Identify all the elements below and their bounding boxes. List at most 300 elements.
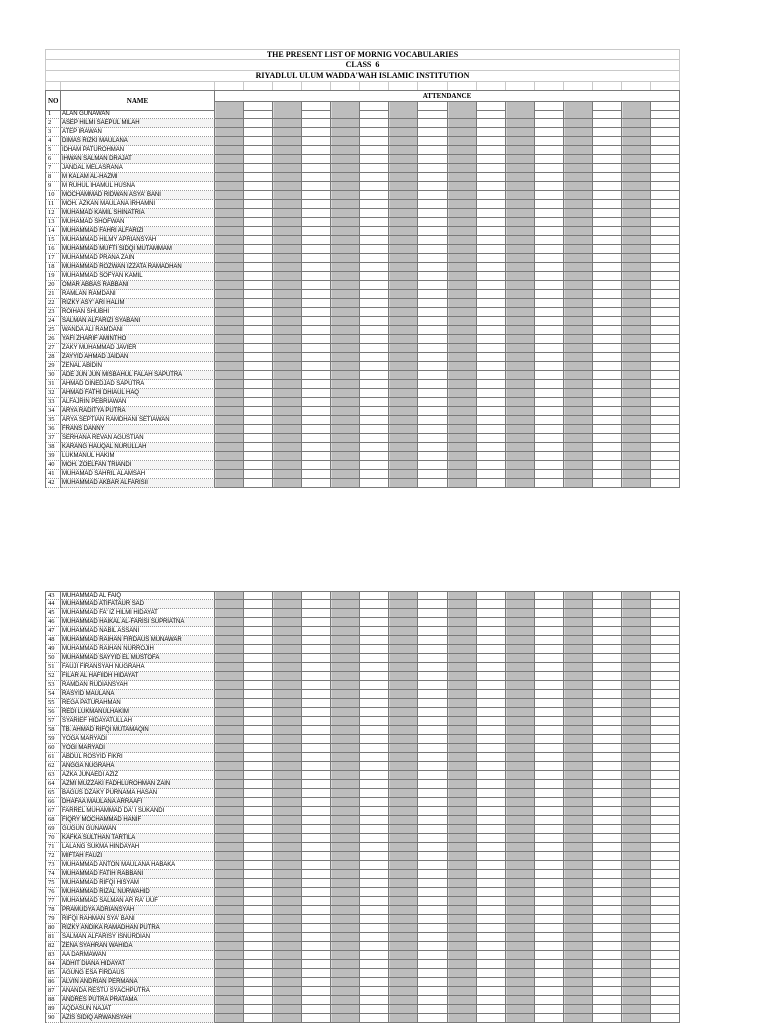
attendance-cell — [448, 591, 477, 600]
student-name: ATEP IRAWAN — [61, 128, 215, 137]
table-row — [45, 1014, 680, 1023]
attendance-cell — [418, 461, 447, 470]
attendance-cell — [244, 299, 273, 308]
attendance-cell — [593, 380, 622, 389]
attendance-cell — [273, 627, 302, 636]
attendance-cell — [622, 182, 651, 191]
attendance-cell — [506, 137, 535, 146]
attendance-cell — [331, 461, 360, 470]
attendance-cell — [360, 798, 389, 807]
attendance-cell — [244, 263, 273, 272]
attendance-cell — [477, 888, 506, 897]
attendance-cell — [389, 1005, 418, 1014]
attendance-cell — [564, 645, 593, 654]
attendance-cell — [331, 479, 360, 488]
attendance-cell — [651, 200, 680, 209]
attendance-cell — [215, 933, 244, 942]
attendance-cell — [564, 996, 593, 1005]
attendance-cell — [273, 987, 302, 996]
attendance-cell — [593, 218, 622, 227]
attendance-cell — [360, 753, 389, 762]
attendance-cell — [506, 834, 535, 843]
attendance-cell — [244, 708, 273, 717]
student-name: M KALAM AL-HAZMI — [61, 173, 215, 182]
attendance-cell — [360, 978, 389, 987]
attendance-cell — [302, 362, 331, 371]
attendance-cell — [331, 416, 360, 425]
student-name: KARANG HAUQAL NURULLAH — [61, 443, 215, 452]
attendance-cell — [302, 618, 331, 627]
attendance-cell — [622, 317, 651, 326]
attendance-cell — [302, 834, 331, 843]
attendance-cell — [273, 699, 302, 708]
attendance-cell — [360, 128, 389, 137]
attendance-cell — [389, 618, 418, 627]
attendance-cell — [564, 164, 593, 173]
attendance-cell — [215, 762, 244, 771]
attendance-cell — [215, 870, 244, 879]
attendance-cell — [360, 119, 389, 128]
attendance-cell — [651, 155, 680, 164]
attendance-cell — [244, 1005, 273, 1014]
attendance-cell — [389, 978, 418, 987]
student-name: MIFTAH FAUZI — [61, 852, 215, 861]
attendance-cell — [622, 897, 651, 906]
attendance-cell — [302, 870, 331, 879]
table-row — [45, 771, 680, 780]
attendance-cell — [506, 807, 535, 816]
attendance-cell — [651, 789, 680, 798]
attendance-cell — [651, 380, 680, 389]
attendance-cell — [535, 888, 564, 897]
attendance-cell — [622, 245, 651, 254]
attendance-cell — [360, 834, 389, 843]
attendance-cell — [535, 164, 564, 173]
row-number: 67 — [46, 807, 61, 816]
attendance-cell — [389, 762, 418, 771]
attendance-cell — [535, 717, 564, 726]
attendance-cell — [389, 344, 418, 353]
attendance-cell — [651, 407, 680, 416]
attendance-cell — [506, 218, 535, 227]
attendance-cell — [564, 888, 593, 897]
table-row — [45, 416, 680, 425]
student-name: MUHAMMAD RIFQI HISYAM — [61, 879, 215, 888]
attendance-cell — [564, 951, 593, 960]
row-number: 27 — [46, 344, 61, 353]
attendance-cell — [360, 353, 389, 362]
row-number: 49 — [46, 645, 61, 654]
attendance-cell — [622, 726, 651, 735]
attendance-cell — [564, 245, 593, 254]
attendance-cell — [215, 798, 244, 807]
attendance-cell — [389, 735, 418, 744]
attendance-cell — [389, 897, 418, 906]
attendance-cell — [302, 933, 331, 942]
attendance-cell — [651, 263, 680, 272]
attendance-cell — [215, 924, 244, 933]
attendance-cell — [360, 173, 389, 182]
attendance-cell — [564, 969, 593, 978]
row-number: 58 — [46, 726, 61, 735]
attendance-cell — [593, 870, 622, 879]
attendance-cell — [418, 110, 447, 119]
attendance-cell — [360, 218, 389, 227]
spacer-cell — [651, 82, 680, 90]
table-row — [45, 299, 680, 308]
attendance-cell — [331, 263, 360, 272]
attendance-cell — [477, 978, 506, 987]
attendance-cell — [302, 681, 331, 690]
attendance-cell — [215, 609, 244, 618]
attendance-cell — [535, 407, 564, 416]
table-row — [45, 825, 680, 834]
attendance-cell — [506, 245, 535, 254]
attendance-cell — [622, 969, 651, 978]
attendance-cell — [331, 326, 360, 335]
attendance-cell — [622, 110, 651, 119]
attendance-cell — [273, 470, 302, 479]
attendance-cell — [477, 119, 506, 128]
attendance-cell — [418, 182, 447, 191]
attendance-cell — [418, 479, 447, 488]
student-name: FARREL MUHAMMAD DA' I SUKANDI — [61, 807, 215, 816]
attendance-cell — [448, 672, 477, 681]
attendance-cell — [448, 191, 477, 200]
spacer-cell — [61, 82, 215, 90]
attendance-cell — [418, 443, 447, 452]
student-name: AA DARMAWAN — [61, 951, 215, 960]
attendance-cell — [273, 119, 302, 128]
attendance-cell — [360, 227, 389, 236]
attendance-cell — [302, 227, 331, 236]
attendance-cell — [244, 636, 273, 645]
attendance-cell — [418, 627, 447, 636]
attendance-cell — [215, 110, 244, 119]
attendance-cell — [564, 933, 593, 942]
attendance-cell — [593, 933, 622, 942]
row-number: 76 — [46, 888, 61, 897]
attendance-cell — [651, 299, 680, 308]
attendance-cell — [564, 780, 593, 789]
attendance-table-part-1 — [45, 110, 680, 488]
attendance-cell — [331, 888, 360, 897]
attendance-cell — [389, 834, 418, 843]
attendance-cell — [389, 254, 418, 263]
attendance-cell — [360, 627, 389, 636]
attendance-cell — [506, 960, 535, 969]
attendance-cell — [215, 600, 244, 609]
attendance-cell — [564, 362, 593, 371]
row-number: 24 — [46, 317, 61, 326]
row-number: 9 — [46, 182, 61, 191]
attendance-cell — [360, 654, 389, 663]
attendance-cell — [360, 897, 389, 906]
attendance-cell — [244, 690, 273, 699]
attendance-cell — [331, 654, 360, 663]
attendance-cell — [418, 834, 447, 843]
attendance-cell — [593, 317, 622, 326]
attendance-cell — [331, 272, 360, 281]
attendance-cell — [244, 834, 273, 843]
attendance-cell — [535, 852, 564, 861]
attendance-cell — [389, 119, 418, 128]
attendance-cell — [360, 816, 389, 825]
attendance-cell — [215, 452, 244, 461]
attendance-cell — [244, 942, 273, 951]
attendance-cell — [331, 317, 360, 326]
attendance-cell — [360, 681, 389, 690]
attendance-cell — [535, 317, 564, 326]
row-number: 19 — [46, 272, 61, 281]
attendance-cell — [273, 996, 302, 1005]
attendance-cell — [622, 600, 651, 609]
attendance-cell — [418, 906, 447, 915]
table-row — [45, 290, 680, 299]
attendance-cell — [360, 645, 389, 654]
attendance-cell — [448, 407, 477, 416]
attendance-cell — [389, 726, 418, 735]
attendance-cell — [418, 969, 447, 978]
attendance-cell — [651, 479, 680, 488]
attendance-cell — [331, 254, 360, 263]
attendance-cell — [273, 371, 302, 380]
attendance-cell — [622, 407, 651, 416]
attendance-cell — [418, 362, 447, 371]
attendance-cell — [448, 771, 477, 780]
attendance-cell — [535, 996, 564, 1005]
attendance-cell — [593, 771, 622, 780]
attendance-cell — [302, 1014, 331, 1023]
attendance-cell — [477, 897, 506, 906]
attendance-cell — [302, 281, 331, 290]
attendance-cell — [448, 933, 477, 942]
attendance-cell — [622, 218, 651, 227]
attendance-cell — [389, 951, 418, 960]
attendance-cell — [506, 353, 535, 362]
student-name: SERHANA REVAN AGUSTIAN — [61, 434, 215, 443]
attendance-cell — [389, 960, 418, 969]
attendance-cell — [535, 182, 564, 191]
attendance-cell — [622, 996, 651, 1005]
attendance-cell — [244, 717, 273, 726]
attendance-cell — [302, 407, 331, 416]
attendance-cell — [477, 281, 506, 290]
attendance-cell — [244, 479, 273, 488]
attendance-cell — [331, 816, 360, 825]
attendance-cell — [389, 879, 418, 888]
attendance-cell — [273, 600, 302, 609]
attendance-cell — [273, 609, 302, 618]
attendance-cell — [448, 807, 477, 816]
attendance-cell — [302, 753, 331, 762]
attendance-cell — [477, 200, 506, 209]
attendance-cell — [506, 272, 535, 281]
student-name: RIZKY ANDIKA RAMADHAN PUTRA — [61, 924, 215, 933]
attendance-cell — [302, 807, 331, 816]
table-row — [45, 155, 680, 164]
attendance-cell — [477, 335, 506, 344]
attendance-cell — [535, 308, 564, 317]
attendance-cell — [331, 879, 360, 888]
attendance-cell — [244, 245, 273, 254]
attendance-cell — [593, 443, 622, 452]
attendance-cell — [360, 461, 389, 470]
attendance-cell — [448, 443, 477, 452]
attendance-cell — [448, 879, 477, 888]
attendance-cell — [564, 906, 593, 915]
attendance-cell — [215, 717, 244, 726]
attendance-cell — [564, 461, 593, 470]
attendance-cell — [535, 708, 564, 717]
attendance-cell — [389, 915, 418, 924]
attendance-cell — [535, 618, 564, 627]
table-row — [45, 317, 680, 326]
attendance-cell — [564, 326, 593, 335]
attendance-cell — [564, 960, 593, 969]
attendance-cell — [389, 798, 418, 807]
row-number: 90 — [46, 1014, 61, 1023]
attendance-cell — [215, 218, 244, 227]
attendance-cell — [418, 888, 447, 897]
attendance-cell — [360, 717, 389, 726]
attendance-cell — [535, 281, 564, 290]
attendance-cell — [331, 789, 360, 798]
attendance-cell — [448, 663, 477, 672]
attendance-cell — [651, 452, 680, 461]
attendance-cell — [477, 960, 506, 969]
attendance-cell — [651, 771, 680, 780]
attendance-cell — [535, 951, 564, 960]
attendance-cell — [215, 618, 244, 627]
attendance-cell — [448, 789, 477, 798]
attendance-cell — [418, 407, 447, 416]
attendance-cell — [331, 398, 360, 407]
attendance-cell — [302, 254, 331, 263]
attendance-cell — [302, 960, 331, 969]
table-row — [45, 281, 680, 290]
attendance-cell — [506, 627, 535, 636]
attendance-cell — [622, 627, 651, 636]
table-row — [45, 191, 680, 200]
attendance-cell — [215, 681, 244, 690]
attendance-cell — [506, 753, 535, 762]
attendance-cell — [389, 164, 418, 173]
attendance-cell — [448, 119, 477, 128]
attendance-cell — [273, 182, 302, 191]
table-row — [45, 182, 680, 191]
row-number: 59 — [46, 735, 61, 744]
attendance-cell — [331, 978, 360, 987]
attendance-cell — [651, 254, 680, 263]
attendance-cell — [244, 407, 273, 416]
table-row — [45, 699, 680, 708]
attendance-cell — [389, 654, 418, 663]
attendance-cell — [331, 708, 360, 717]
row-number: 42 — [46, 479, 61, 488]
attendance-cell — [535, 461, 564, 470]
attendance-cell — [331, 987, 360, 996]
attendance-cell — [418, 951, 447, 960]
attendance-cell — [622, 753, 651, 762]
attendance-cell — [360, 299, 389, 308]
attendance-cell — [302, 888, 331, 897]
attendance-cell — [477, 627, 506, 636]
row-number: 55 — [46, 699, 61, 708]
attendance-cell — [389, 609, 418, 618]
student-name: LALANG SUKMA HINDAYAH — [61, 843, 215, 852]
attendance-cell — [651, 888, 680, 897]
student-name: MOH. AZKAN MAULANA IRHAMNI — [61, 200, 215, 209]
student-name: ANGGA NUGRAHA — [61, 762, 215, 771]
row-number: 34 — [46, 407, 61, 416]
attendance-cell — [622, 191, 651, 200]
attendance-cell — [477, 636, 506, 645]
attendance-cell — [302, 398, 331, 407]
row-number: 44 — [46, 600, 61, 609]
attendance-cell — [331, 609, 360, 618]
attendance-cell — [331, 951, 360, 960]
attendance-cell — [622, 227, 651, 236]
attendance-cell — [564, 915, 593, 924]
attendance-cell — [244, 1014, 273, 1023]
attendance-cell — [535, 209, 564, 218]
attendance-cell — [477, 654, 506, 663]
attendance-cell — [389, 717, 418, 726]
attendance-cell — [360, 398, 389, 407]
attendance-cell — [215, 326, 244, 335]
attendance-cell — [535, 654, 564, 663]
attendance-cell — [302, 609, 331, 618]
attendance-cell — [535, 335, 564, 344]
attendance-cell — [593, 326, 622, 335]
student-name: ALAN GUNAWAN — [61, 110, 215, 119]
attendance-cell — [564, 137, 593, 146]
attendance-cell — [564, 173, 593, 182]
attendance-cell — [593, 470, 622, 479]
attendance-cell — [418, 879, 447, 888]
attendance-cell — [302, 209, 331, 218]
attendance-cell — [622, 762, 651, 771]
attendance-cell — [477, 245, 506, 254]
table-row — [45, 425, 680, 434]
attendance-cell — [302, 924, 331, 933]
row-number: 8 — [46, 173, 61, 182]
attendance-cell — [331, 443, 360, 452]
attendance-cell — [418, 645, 447, 654]
row-number: 52 — [46, 672, 61, 681]
attendance-cell — [651, 735, 680, 744]
attendance-cell — [448, 308, 477, 317]
attendance-cell — [448, 897, 477, 906]
attendance-cell — [302, 263, 331, 272]
attendance-cell — [535, 843, 564, 852]
attendance-cell — [360, 335, 389, 344]
attendance-cell — [360, 726, 389, 735]
attendance-cell — [448, 1014, 477, 1023]
attendance-cell — [244, 326, 273, 335]
attendance-cell — [418, 591, 447, 600]
attendance-cell — [302, 861, 331, 870]
attendance-cell — [273, 173, 302, 182]
attendance-cell — [302, 317, 331, 326]
attendance-cell — [215, 942, 244, 951]
attendance-cell — [651, 290, 680, 299]
table-row — [45, 245, 680, 254]
attendance-cell — [244, 780, 273, 789]
student-name: RIFQI RAHMAN SYA' BANI — [61, 915, 215, 924]
student-name: ZENA SYAHRAN WAHIDA — [61, 942, 215, 951]
